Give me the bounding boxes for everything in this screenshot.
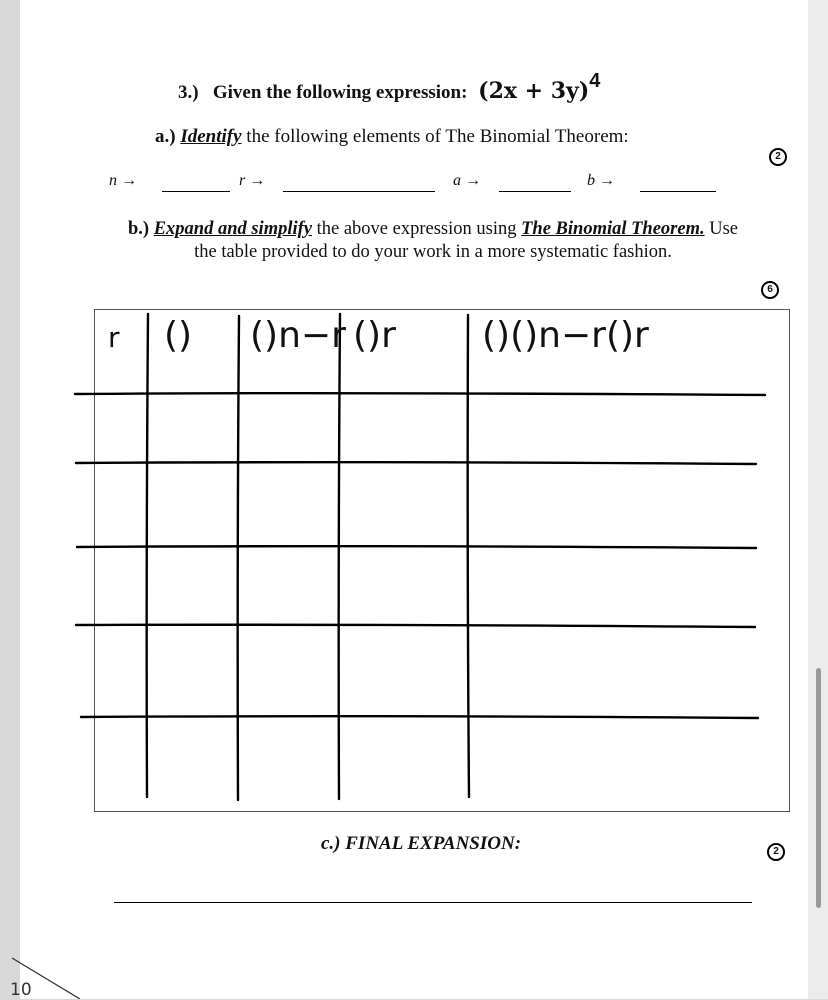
- header-product: ()()n−r()r: [482, 315, 649, 356]
- part-c-label: c.) FINAL EXPANSION:: [321, 833, 522, 854]
- header-a-power: ()n−r: [250, 315, 346, 356]
- part-b-verb: Expand and simplify: [153, 219, 312, 239]
- blank-label-a: a →: [453, 172, 481, 189]
- part-b-theorem: The Binomial Theorem.: [521, 219, 705, 239]
- part-a-points-badge: 2: [769, 148, 787, 166]
- question-prompt: Given the following expression:: [212, 82, 468, 103]
- part-b-points-badge: 6: [761, 281, 779, 299]
- part-a-label: a.): [155, 126, 176, 147]
- part-b-label: b.): [127, 219, 150, 239]
- part-b-text1: the above expression using: [312, 219, 522, 239]
- blank-label-n: n →: [109, 172, 137, 189]
- part-a-text: the following elements of The Binomial Theorem:: [241, 126, 629, 147]
- expression-exponent: 4: [589, 70, 601, 92]
- part-c-points-badge: 2: [767, 843, 785, 861]
- blank-label-r: r →: [239, 172, 266, 189]
- header-r: r: [108, 321, 120, 354]
- scrollbar-track[interactable]: [808, 0, 828, 999]
- header-a-col: (): [164, 315, 193, 356]
- blank-label-b: b →: [587, 172, 615, 189]
- worksheet-page: [20, 0, 808, 999]
- header-b-power: ()r: [353, 315, 396, 356]
- total-score: 10: [10, 980, 32, 1000]
- question-number: 3.): [178, 82, 199, 103]
- final-expansion-line[interactable]: [114, 902, 752, 903]
- part-a-verb: Identify: [180, 126, 242, 147]
- scrollbar-thumb[interactable]: [816, 668, 821, 908]
- part-b-text2: Use the table provided to do your work in a more systematic fashion.: [194, 219, 738, 262]
- binomial-expression: (2x + 3y): [478, 78, 590, 104]
